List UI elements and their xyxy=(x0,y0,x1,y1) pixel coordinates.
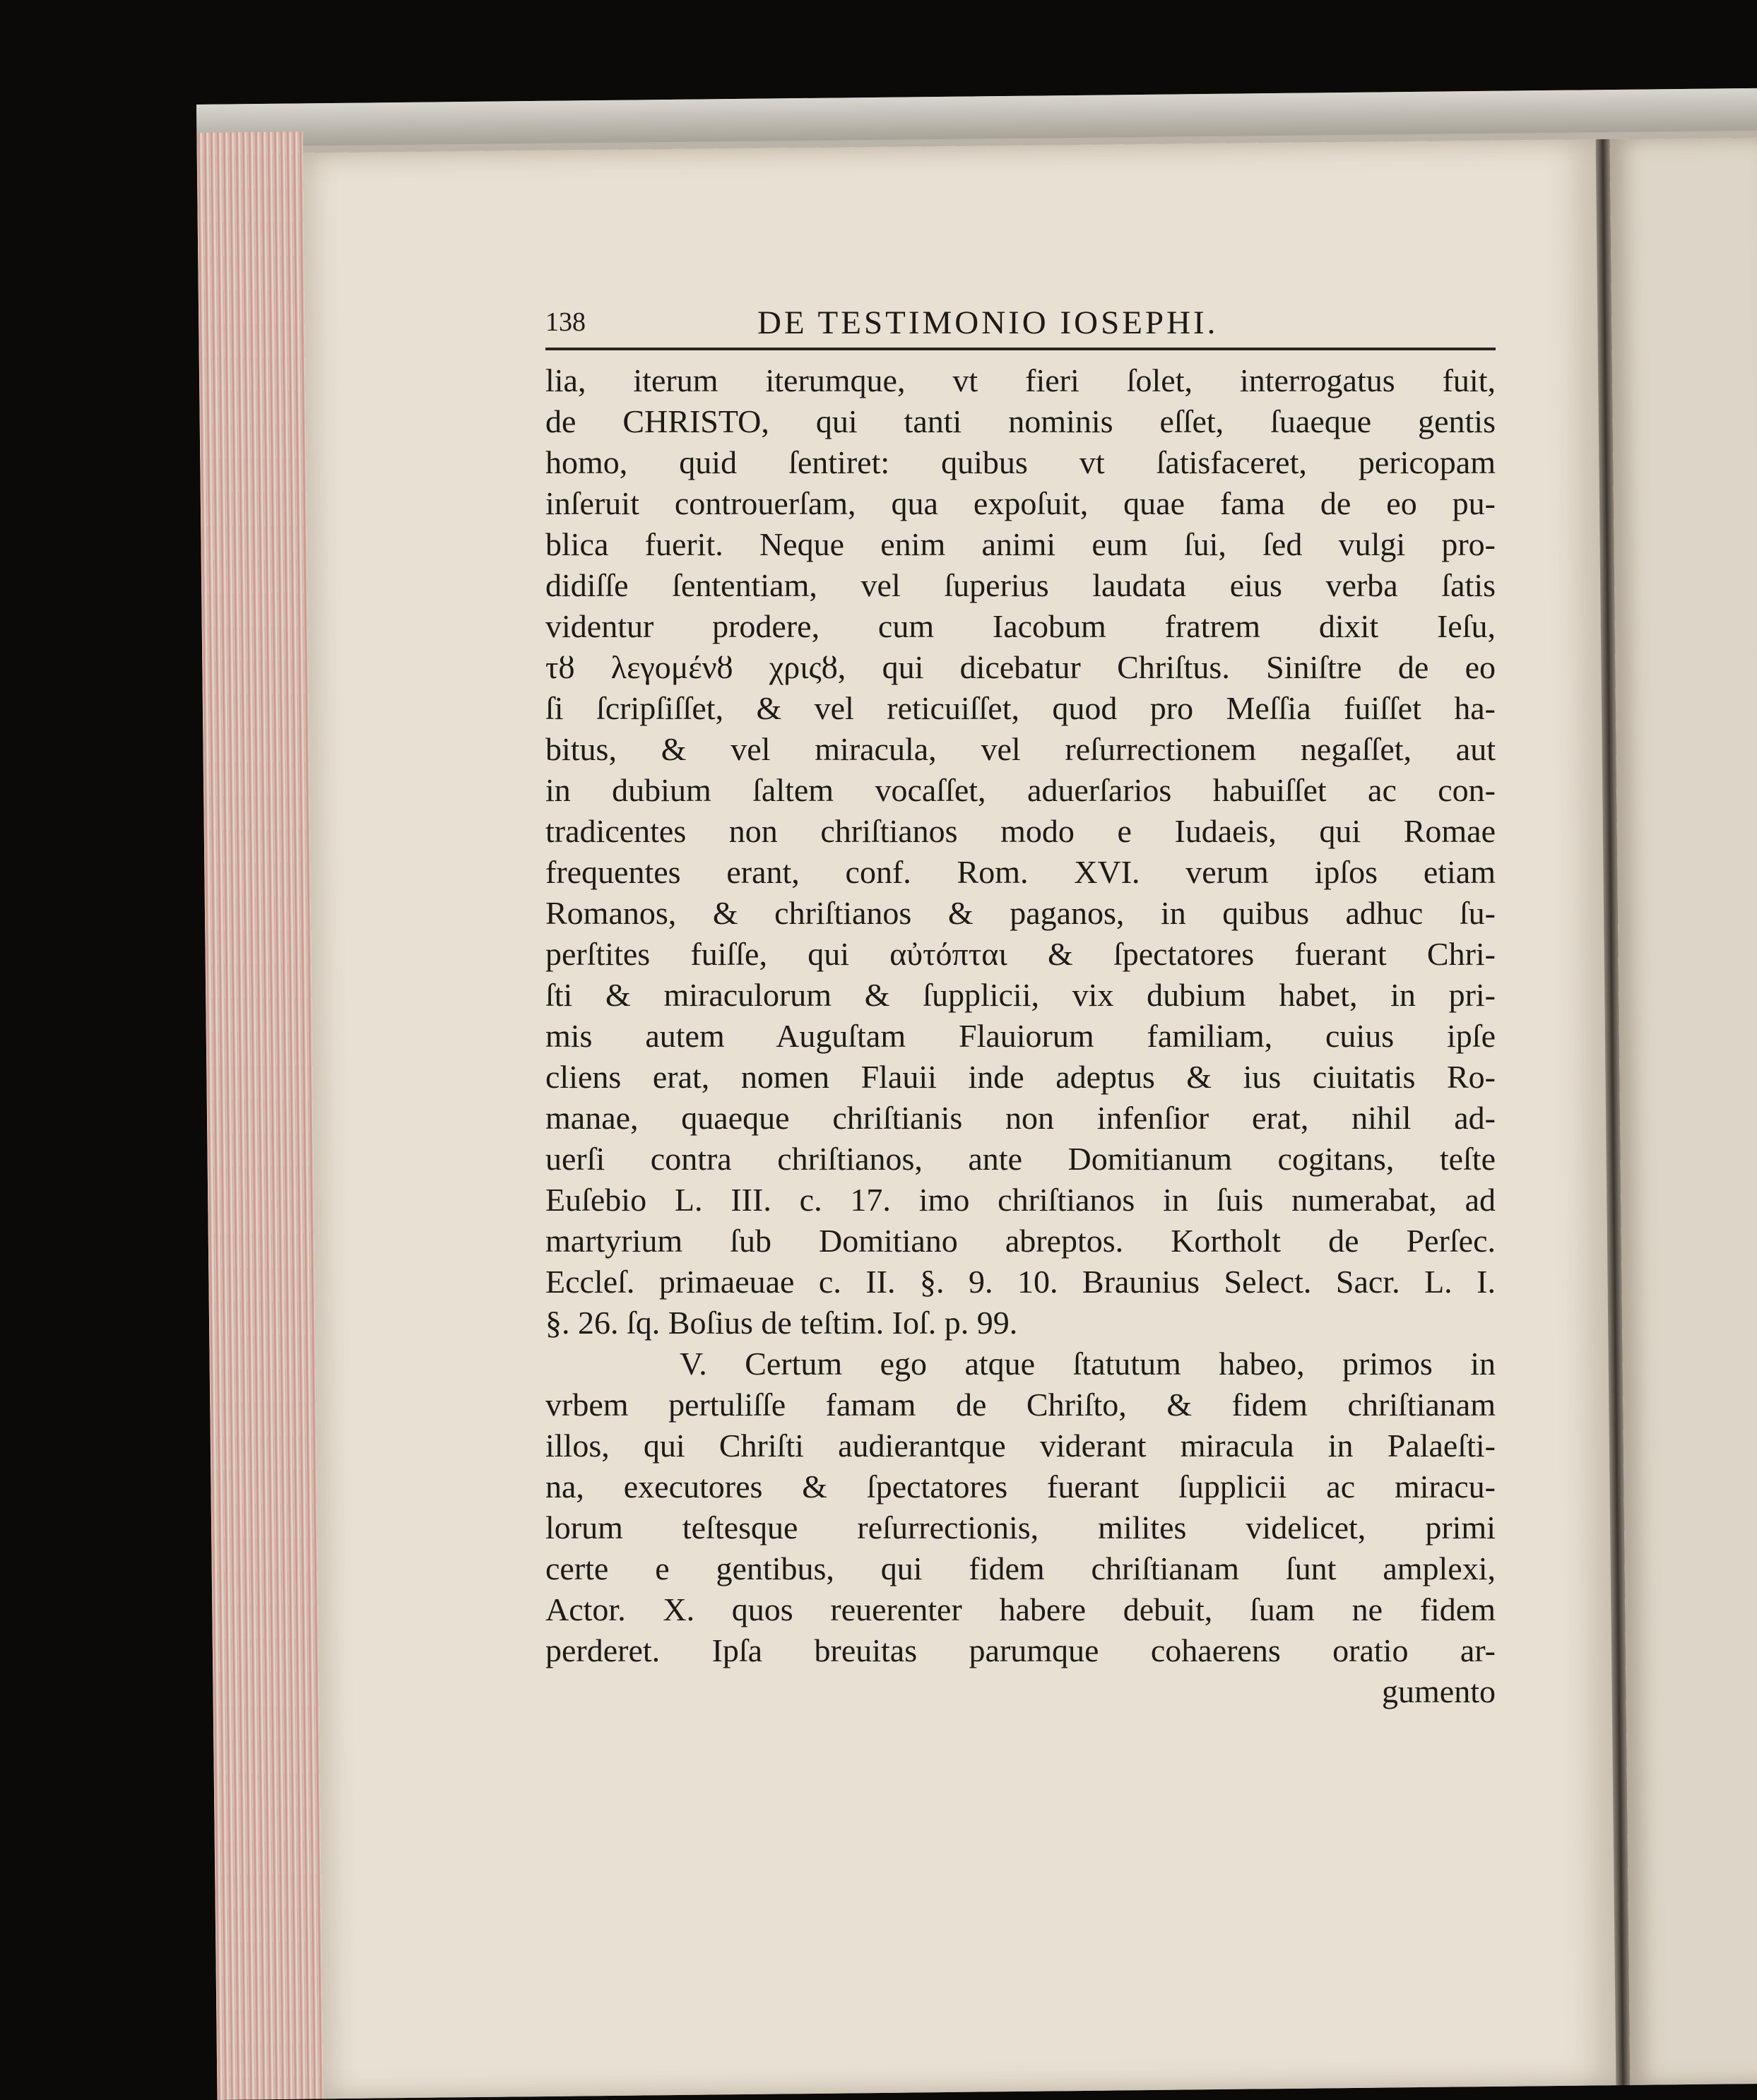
text-line: lia, iterum iterumque, vt fieri ſolet, interrogatus fuit, xyxy=(545,362,1496,398)
text-line: τȣ λεγομένȣ χριςȣ, qui dicebatur Chriſtus. Siniſtre de eo xyxy=(545,649,1496,685)
text-line: uerſi contra chriſtianos, ante Domitianum cogitans, teſte xyxy=(545,1141,1496,1177)
text-line: ſti & miraculorum & ſupplicii, vix dubium habet, in pri- xyxy=(545,977,1496,1013)
text-line: Romanos, & chriſtianos & paganos, in quibus adhuc ſu- xyxy=(545,895,1496,931)
running-title: DE TESTIMONIO IOSEPHI. xyxy=(757,304,1219,341)
text-line: tradicentes non chriſtianos modo e Iudaeis, qui Romae xyxy=(545,813,1496,849)
text-line: cliens erat, nomen Flauii inde adeptus & ius ciuitatis Ro- xyxy=(545,1059,1496,1095)
text-line: §. 26. ſq. Boſius de teſtim. Ioſ. p. 99. xyxy=(545,1305,1018,1341)
text-line: didiſſe ſententiam, vel ſuperius laudata eius verba ſatis xyxy=(545,567,1496,603)
text-line: illos, qui Chriſti audierantque viderant miracula in Palaeſti- xyxy=(545,1428,1496,1464)
text-line: Actor. X. quos reuerenter habere debuit, ſuam ne fidem xyxy=(545,1591,1496,1627)
text-line: mis autem Auguſtam Flauiorum familiam, cuius ipſe xyxy=(545,1018,1496,1054)
text-line: blica fuerit. Neque enim animi eum ſui, ſed vulgi pro- xyxy=(545,526,1496,562)
text-line: Euſebio L. III. c. 17. imo chriſtianos in ſuis numerabat, ad xyxy=(545,1182,1496,1218)
text-block xyxy=(545,304,1496,1712)
book-cover-edge xyxy=(196,88,1757,147)
catchword: gumento xyxy=(1382,1673,1496,1709)
text-line: manae, quaeque chriſtianis non infenſior erat, nihil ad- xyxy=(545,1100,1496,1136)
page-number: 138 xyxy=(545,307,586,337)
text-line: frequentes erant, conf. Rom. XVI. verum ipſos etiam xyxy=(545,854,1496,890)
text-line: certe e gentibus, qui fidem chriſtianam ſunt amplexi, xyxy=(545,1550,1496,1586)
page-edges xyxy=(196,131,323,2099)
text-line: perderet. Ipſa breuitas parumque cohaerens oratio ar- xyxy=(545,1632,1496,1668)
text-line: perſtites fuiſſe, qui αὐτόπται & ſpectatores fuerant Chri- xyxy=(545,936,1496,972)
text-line: de CHRISTO, qui tanti nominis eſſet, ſuaeque gentis xyxy=(545,403,1496,439)
page-header xyxy=(545,304,1496,350)
text-line: in dubium ſaltem vocaſſet, aduerſarios habuiſſet ac con- xyxy=(545,772,1496,808)
text-line: ſi ſcripſiſſet, & vel reticuiſſet, quod pro Meſſia fuiſſet ha- xyxy=(545,690,1496,726)
text-line: martyrium ſub Domitiano abreptos. Kortholt de Perſec. xyxy=(545,1223,1496,1259)
text-line: bitus, & vel miracula, vel reſurrectionem negaſſet, aut xyxy=(545,731,1496,767)
text-line: inſeruit controuerſam, qua expoſuit, quae fama de eo pu- xyxy=(545,485,1496,521)
text-line: homo, quid ſentiret: quibus vt ſatisfaceret, pericopam xyxy=(545,444,1496,480)
body-text xyxy=(545,360,1496,1712)
text-line: vrbem pertuliſſe famam de Chriſto, & fidem chriſtianam xyxy=(545,1387,1496,1423)
text-line: lorum teſtesque reſurrectionis, milites videlicet, primi xyxy=(545,1509,1496,1546)
paragraph-start-line: V. Certum ego atque ſtatutum habeo, primos in xyxy=(680,1346,1496,1382)
text-line: na, executores & ſpectatores fuerant ſupplicii ac miracu- xyxy=(545,1469,1496,1505)
text-line: videntur prodere, cum Iacobum fratrem dixit Ieſu, xyxy=(545,608,1496,644)
text-line: Eccleſ. primaeuae c. II. §. 9. 10. Braunius Select. Sacr. L. I. xyxy=(545,1264,1496,1300)
right-page xyxy=(1610,138,1757,2085)
